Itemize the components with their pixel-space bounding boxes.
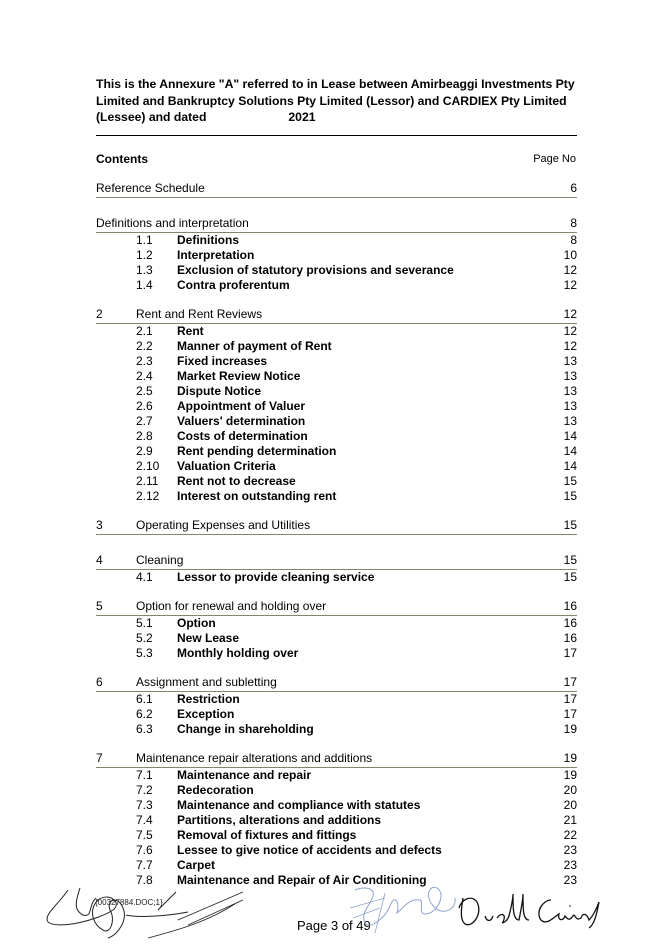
toc-label: Lessee to give notice of accidents and defects [177, 843, 442, 857]
toc-label: Appointment of Valuer [177, 399, 306, 413]
toc-subsection-row[interactable] [96, 278, 577, 293]
toc-page-number: 13 [563, 354, 577, 368]
toc-number: 2.1 [136, 324, 153, 338]
toc-label: Rent not to decrease [177, 474, 296, 488]
toc-label: Exception [177, 707, 235, 721]
toc-label: Interest on outstanding rent [177, 489, 337, 503]
toc-label: Valuation Criteria [177, 459, 276, 473]
toc-page-number: 23 [563, 843, 577, 857]
toc-subsection-row[interactable] [96, 631, 577, 646]
toc-number: 6.1 [136, 692, 153, 706]
toc-label: Rent pending determination [177, 444, 337, 458]
toc-number: 7.5 [136, 828, 153, 842]
toc-number: 7.6 [136, 843, 153, 857]
toc-label: Redecoration [177, 783, 254, 797]
toc-subsection-row[interactable] [96, 722, 577, 737]
toc-page-number: 22 [563, 828, 577, 842]
toc-number: 5.3 [136, 646, 153, 660]
toc-page-number: 12 [563, 339, 577, 353]
toc-label: Maintenance and repair [177, 768, 312, 782]
toc-page-number: 15 [563, 489, 577, 503]
toc-page-number: 13 [563, 399, 577, 413]
toc-label: Manner of payment of Rent [177, 339, 332, 353]
toc-label: Operating Expenses and Utilities [136, 518, 311, 532]
toc-subsection-row[interactable] [96, 263, 577, 278]
toc-label: Cleaning [136, 553, 184, 567]
toc-page-number: 12 [563, 307, 577, 321]
intro-lessee-dated: (Lessee) and dated [96, 110, 207, 124]
toc-subsection-row[interactable] [96, 813, 577, 828]
toc-page-number: 15 [563, 553, 577, 567]
toc-page-number: 15 [563, 518, 577, 532]
toc-number: 4 [96, 553, 103, 567]
toc-number: 7.2 [136, 783, 153, 797]
toc-page-number: 17 [563, 675, 577, 689]
contents-header [96, 152, 576, 168]
toc-label: Costs of determination [177, 429, 308, 443]
toc-label: Option [177, 616, 216, 630]
page-footer [0, 876, 670, 947]
intro-line-3 [96, 109, 576, 126]
document-reference: {00327884.DOC;1} [95, 898, 163, 907]
toc-label: Removal of fixtures and fittings [177, 828, 357, 842]
toc-subsection-row[interactable] [96, 414, 577, 429]
toc-section-row[interactable] [96, 553, 577, 570]
toc-subsection-row[interactable] [96, 692, 577, 707]
toc-number: 2.3 [136, 354, 153, 368]
toc-subsection-row[interactable] [96, 570, 577, 585]
toc-number: 7.7 [136, 858, 153, 872]
toc-page-number: 16 [563, 631, 577, 645]
toc-label: Maintenance and Repair of Air Conditioning [177, 873, 427, 887]
toc-page-number: 23 [563, 873, 577, 887]
toc-subsection-row[interactable] [96, 459, 577, 474]
toc-label: Rent and Rent Reviews [136, 307, 263, 321]
toc-page-number: 14 [563, 444, 577, 458]
toc-number: 7.8 [136, 873, 153, 887]
toc-page-number: 13 [563, 369, 577, 383]
toc-subsection-row[interactable] [96, 768, 577, 783]
intro-line-1: This is the Annexure "A" referred to in Lease between Amirbeaggi Investments Pty [96, 77, 575, 91]
toc-page-number: 8 [570, 233, 577, 247]
toc-label: Valuers' determination [177, 414, 306, 428]
toc-number: 2.6 [136, 399, 153, 413]
toc-page-number: 13 [563, 414, 577, 428]
toc-number: 5 [96, 599, 103, 613]
toc-label: New Lease [177, 631, 240, 645]
toc-subsection-row[interactable] [96, 858, 577, 873]
toc-label: Contra proferentum [177, 278, 290, 292]
toc-section-row[interactable] [96, 675, 577, 692]
signature-left-icon [38, 880, 248, 940]
toc-number: 2.7 [136, 414, 153, 428]
contents-title: Contents [96, 152, 148, 166]
signature-niall-icon [455, 888, 605, 933]
toc-subsection-row[interactable] [96, 616, 577, 631]
toc-label: Partitions, alterations and additions [177, 813, 382, 827]
toc-section-row[interactable] [96, 181, 577, 198]
toc-subsection-row[interactable] [96, 828, 577, 843]
toc-number: 3 [96, 518, 103, 532]
toc-page-number: 17 [563, 692, 577, 706]
toc-label: Fixed increases [177, 354, 268, 368]
annexure-intro [96, 76, 576, 126]
toc-number: 2.2 [136, 339, 153, 353]
toc-section-row[interactable] [96, 518, 577, 535]
toc-page-number: 10 [563, 248, 577, 262]
toc-label: Carpet [177, 858, 216, 872]
toc-page-number: 19 [563, 768, 577, 782]
toc-page-number: 14 [563, 429, 577, 443]
toc-number: 2.5 [136, 384, 153, 398]
toc-subsection-row[interactable] [96, 489, 577, 504]
header-divider [96, 135, 577, 136]
toc-number: 5.1 [136, 616, 153, 630]
toc-label: Reference Schedule [96, 181, 205, 195]
toc-number: 1.1 [136, 233, 153, 247]
toc-label: Change in shareholding [177, 722, 314, 736]
toc-number: 6.3 [136, 722, 153, 736]
toc-page-number: 19 [563, 751, 577, 765]
page-no-label: Page No [533, 153, 576, 165]
toc-label: Lessor to provide cleaning service [177, 570, 375, 584]
page-number: Page 3 of 49 [297, 918, 371, 933]
toc-section-row[interactable] [96, 307, 577, 324]
toc-page-number: 16 [563, 616, 577, 630]
toc-section-row[interactable] [96, 216, 577, 233]
toc-page-number: 12 [563, 324, 577, 338]
toc-subsection-row[interactable] [96, 843, 577, 858]
toc-page-number: 6 [570, 181, 577, 195]
signature-blue-icon [345, 878, 465, 938]
toc-subsection-row[interactable] [96, 646, 577, 661]
toc-number: 7.4 [136, 813, 153, 827]
toc-page-number: 15 [563, 570, 577, 584]
toc-label: Assignment and subletting [136, 675, 277, 689]
toc-number: 2.8 [136, 429, 153, 443]
toc-subsection-row[interactable] [96, 707, 577, 722]
toc-number: 7 [96, 751, 103, 765]
toc-subsection-row[interactable] [96, 233, 577, 248]
toc-number: 1.4 [136, 278, 153, 292]
toc-number: 7.1 [136, 768, 153, 782]
toc-label: Restriction [177, 692, 240, 706]
toc-page-number: 16 [563, 599, 577, 613]
toc-label: Dispute Notice [177, 384, 262, 398]
toc-subsection-row[interactable] [96, 429, 577, 444]
toc-page-number: 23 [563, 858, 577, 872]
toc-page-number: 19 [563, 722, 577, 736]
toc-subsection-row[interactable] [96, 324, 577, 339]
toc-number: 4.1 [136, 570, 153, 584]
toc-subsection-row[interactable] [96, 354, 577, 369]
toc-number: 1.3 [136, 263, 153, 277]
toc-subsection-row[interactable] [96, 384, 577, 399]
toc-page-number: 14 [563, 459, 577, 473]
toc-number: 2.12 [136, 489, 160, 503]
toc-page-number: 13 [563, 384, 577, 398]
toc-number: 2 [96, 307, 103, 321]
toc-label: Maintenance repair alterations and additions [136, 751, 373, 765]
toc-number: 6 [96, 675, 103, 689]
toc-subsection-row[interactable] [96, 798, 577, 813]
toc-page-number: 12 [563, 278, 577, 292]
toc-number: 1.2 [136, 248, 153, 262]
toc-section-row[interactable] [96, 751, 577, 768]
intro-line-2: Limited and Bankruptcy Solutions Pty Limited (Lessor) and CARDIEX Pty Limited [96, 93, 567, 108]
toc-number: 5.2 [136, 631, 153, 645]
intro-year: 2021 [288, 110, 316, 124]
toc-label: Monthly holding over [177, 646, 299, 660]
toc-subsection-row[interactable] [96, 783, 577, 798]
toc-label: Exclusion of statutory provisions and severance [177, 263, 454, 277]
toc-number: 2.4 [136, 369, 153, 383]
toc-section-row[interactable] [96, 599, 577, 616]
toc-page-number: 20 [563, 798, 577, 812]
toc-number: 2.11 [136, 474, 159, 488]
toc-subsection-row[interactable] [96, 444, 577, 459]
toc-number: 2.9 [136, 444, 153, 458]
toc-subsection-row[interactable] [96, 248, 577, 263]
toc-page-number: 20 [563, 783, 577, 797]
toc-subsection-row[interactable] [96, 369, 577, 384]
toc-label: Definitions and interpretation [96, 216, 249, 230]
toc-number: 6.2 [136, 707, 153, 721]
toc-page-number: 8 [570, 216, 577, 230]
toc-label: Option for renewal and holding over [136, 599, 327, 613]
toc-label: Rent [177, 324, 204, 338]
toc-label: Definitions [177, 233, 239, 247]
toc-subsection-row[interactable] [96, 339, 577, 354]
toc-page-number: 17 [563, 646, 577, 660]
toc-label: Maintenance and compliance with statutes [177, 798, 421, 812]
toc-page-number: 21 [563, 813, 577, 827]
toc-page-number: 15 [563, 474, 577, 488]
toc-page-number: 17 [563, 707, 577, 721]
toc-page-number: 12 [563, 263, 577, 277]
toc-label: Interpretation [177, 248, 255, 262]
toc-number: 7.3 [136, 798, 153, 812]
toc-label: Market Review Notice [177, 369, 301, 383]
toc-subsection-row[interactable] [96, 474, 577, 489]
toc-subsection-row[interactable] [96, 399, 577, 414]
toc-number: 2.10 [136, 459, 160, 473]
